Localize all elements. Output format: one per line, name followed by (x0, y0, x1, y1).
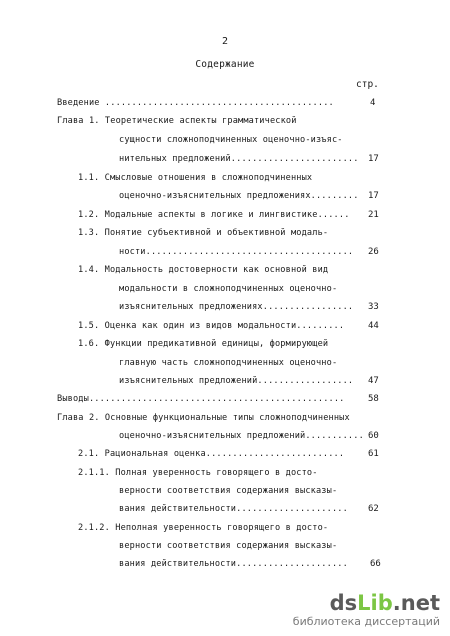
toc-entry-2-1-1-line-1: 2.1.1. Полная уверенность говорящего в досто- (78, 468, 318, 478)
toc-entry-1-4-line-1: 1.4. Модальность достоверности как основной вид (78, 265, 329, 275)
dslib-watermark[interactable] (293, 592, 440, 628)
toc-page-chapter-2: 60 (368, 431, 379, 441)
toc-entry-1-1-line-1: 1.1. Смысловые отношения в сложноподчиненных (78, 173, 313, 183)
toc-entry-1-6-line-3: изъяснительных предложений.................. (119, 376, 354, 386)
toc-entry-1-2: 1.2. Модальные аспекты в логике и лингвистике...... (78, 210, 350, 220)
toc-page-chapter-1: 17 (368, 154, 379, 164)
dslib-subtitle: библиотека диссертаций (292, 615, 440, 628)
toc-title: Содержание (195, 59, 255, 70)
toc-page-2-1: 61 (368, 449, 379, 459)
toc-entry-1-4-line-2: модальности в сложноподчиненных оценочно- (119, 284, 338, 294)
toc-page-intro: 4 (370, 98, 376, 108)
toc-page-1-6: 47 (368, 376, 379, 386)
toc-entry-2-1-1-line-2: верности соответствия содержания высказы- (119, 486, 338, 496)
toc-entry-1-6-line-1: 1.6. Функции предикативной единицы, формирующей (78, 339, 329, 349)
toc-entry-chapter-1-line-1: Глава 1. Теоретические аспекты грамматической (57, 116, 297, 126)
toc-entry-2-1-1-line-3: вания действительности..................... (119, 504, 348, 514)
toc-entry-chapter-2-line-2: оценочно-изъяснительных предложений........... (119, 431, 364, 441)
toc-page-conclusions: 58 (368, 394, 379, 404)
toc-page-1-4: 33 (368, 302, 379, 312)
toc-entry-1-1-line-2: оценочно-изъяснительных предложениях......... (119, 191, 359, 201)
toc-page-2-1-1: 62 (368, 504, 379, 514)
toc-entry-1-4-line-3: изъяснительных предложениях................. (119, 302, 354, 312)
toc-entry-2-1: 2.1. Рациональная оценка.......................... (78, 449, 345, 459)
toc-entry-intro: Введение ........................................... (57, 98, 334, 108)
page-number: 2 (221, 36, 229, 47)
toc-entry-1-6-line-2: главную часть сложноподчиненных оценочно- (119, 358, 338, 368)
toc-page-2-1-2: 66 (370, 559, 381, 569)
toc-entry-conclusions: Выводы................................................ (57, 394, 345, 404)
toc-page-1-2: 21 (368, 210, 379, 220)
dslib-logo: dsLib.net (329, 591, 440, 615)
toc-entry-chapter-1-line-2: сущности сложноподчиненных оценочно-изъяс- (119, 135, 343, 145)
toc-entry-1-3-line-1: 1.3. Понятие субъективной и объективной модаль- (78, 228, 329, 238)
toc-entry-chapter-1-line-3: нительных предложений........................ (119, 154, 359, 164)
toc-page-1-1: 17 (368, 191, 379, 201)
toc-entry-1-5: 1.5. Оценка как один из видов модальности......... (78, 321, 345, 331)
toc-entry-2-1-2-line-1: 2.1.2. Неполная уверенность говорящего в досто- (78, 523, 329, 533)
toc-entry-1-3-line-2: ности....................................... (119, 247, 354, 257)
toc-entry-2-1-2-line-2: верности соответствия содержания высказы- (119, 541, 338, 551)
page-column-header: стр. (356, 79, 379, 90)
toc-page-1-5: 44 (368, 321, 379, 331)
toc-entry-chapter-2-line-1: Глава 2. Основные функциональные типы сложноподчиненных (57, 413, 350, 423)
toc-entry-2-1-2-line-3: вания действительности..................... (119, 559, 348, 569)
toc-page-1-3: 26 (368, 247, 379, 257)
